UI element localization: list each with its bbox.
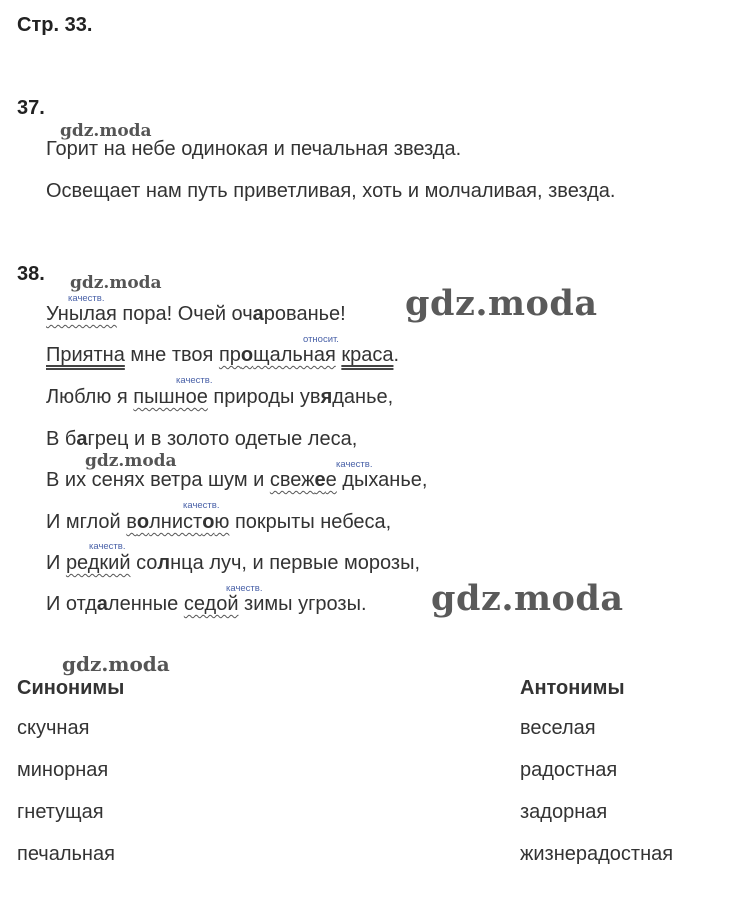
annotation: качеств. (68, 293, 105, 304)
poem-text: Люблю я (46, 386, 134, 408)
antonyms-heading: Антонимы (520, 677, 625, 699)
poem-line (46, 344, 399, 367)
annotation: качеств. (226, 583, 263, 594)
annotation: относит. (303, 334, 339, 345)
poem-text: И отд (46, 593, 97, 615)
watermark: gdz.moda (60, 121, 152, 141)
exercise-37-line-2: Освещает нам путь приветливая, хоть и молчаливая, звезда. (46, 180, 616, 202)
page-label: Стр. 33. (17, 14, 93, 36)
poem-text: пора! Очей оч (116, 303, 253, 325)
synonym-item: минорная (17, 759, 109, 781)
underlined-word: седой (183, 593, 239, 615)
underlined-word: е (325, 469, 337, 491)
stressed-letter: а (252, 303, 264, 325)
underlined-word: редкий (65, 552, 131, 574)
stressed-letter: е (314, 469, 326, 491)
poem-line (46, 552, 420, 575)
underlined-word: Унылая (46, 303, 117, 325)
watermark: gdz.moda (405, 283, 598, 324)
poem-text: природы ув (207, 386, 321, 408)
synonym-item: гнетущая (17, 801, 104, 823)
stressed-letter: я (320, 386, 333, 408)
poem-line (46, 386, 393, 409)
stressed-letter: л (157, 552, 171, 574)
poem-text: дыханье, (336, 469, 428, 491)
stressed-letter: а (76, 428, 88, 450)
poem-line (46, 511, 391, 534)
stressed-letter: а (96, 593, 108, 615)
watermark: gdz.moda (62, 652, 170, 676)
underlined-word: пр (218, 344, 241, 366)
exercise-37-line-1: Горит на небе одинокая и печальная звезда. (46, 138, 462, 160)
poem-text: И (46, 552, 66, 574)
synonym-item: печальная (17, 843, 115, 865)
poem-text: мне твоя (124, 344, 219, 366)
antonym-item: веселая (520, 717, 596, 739)
annotation: качеств. (183, 500, 220, 511)
underlined-word: в (126, 511, 137, 533)
poem-line (46, 469, 427, 492)
poem-text: . (393, 344, 400, 366)
stressed-letter: о (202, 511, 215, 533)
underlined-word: щальная (253, 344, 336, 366)
underlined-word: лнист (149, 511, 203, 533)
poem-text: В б (46, 428, 77, 450)
poem-text: ленные (107, 593, 184, 615)
poem-text: рованье! (263, 303, 346, 325)
poem-text: И мглой (46, 511, 127, 533)
poem-text: нца луч, и первые морозы, (170, 552, 421, 574)
antonym-item: радостная (520, 759, 618, 781)
poem-text: грец и в золото одетые леса, (87, 428, 358, 450)
stressed-letter: о (240, 344, 254, 366)
synonym-item: скучная (17, 717, 90, 739)
stressed-letter: о (136, 511, 150, 533)
annotation: качеств. (89, 541, 126, 552)
poem-line (46, 428, 357, 451)
underlined-word: пышное (133, 386, 208, 408)
underlined-word: Приятна (46, 344, 125, 366)
exercise-38-number: 38. (17, 263, 45, 285)
annotation: качеств. (176, 375, 213, 386)
poem-text: данье, (332, 386, 394, 408)
poem-line (46, 303, 346, 326)
exercise-37-number: 37. (17, 97, 45, 119)
watermark: gdz.moda (431, 578, 624, 619)
synonyms-heading: Синонимы (17, 677, 125, 699)
watermark: gdz.moda (85, 451, 177, 471)
annotation: качеств. (336, 459, 373, 470)
antonym-item: жизнерадостная (520, 843, 674, 865)
poem-line (46, 593, 367, 616)
poem-text: со (130, 552, 158, 574)
underlined-word: свеж (269, 469, 315, 491)
watermark: gdz.moda (70, 273, 162, 293)
underlined-word: ю (214, 511, 230, 533)
antonym-item: задорная (520, 801, 608, 823)
poem-text: покрыты небеса, (229, 511, 392, 533)
poem-text: зимы угрозы. (238, 593, 367, 615)
poem-text: В их сенях ветра шум и (46, 469, 270, 491)
underlined-word: краса (341, 344, 394, 366)
